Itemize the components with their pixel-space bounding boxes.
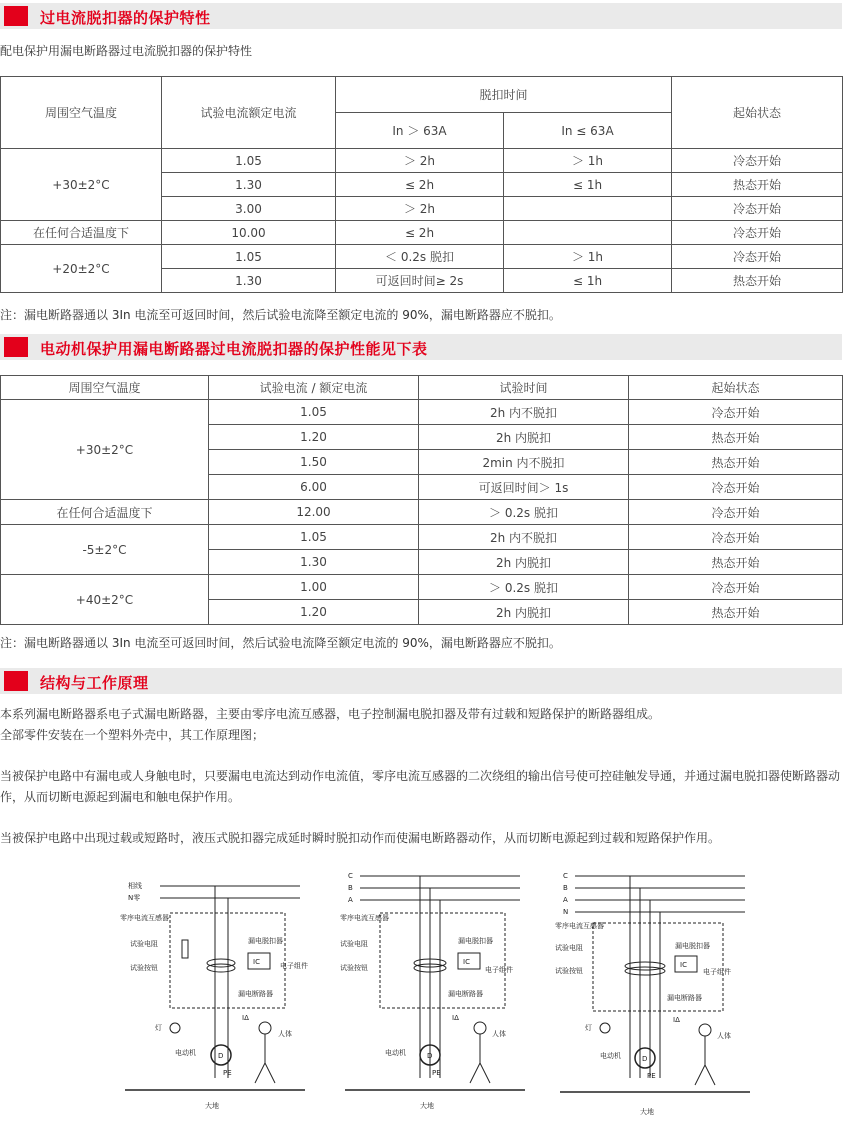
label-ct: 零序电流互感器 xyxy=(120,914,169,922)
label-i-delta: IΔ xyxy=(242,1014,249,1022)
label-ic: IC xyxy=(463,958,470,966)
label-test-resistor: 试验电阻 xyxy=(340,940,368,948)
label-a: A xyxy=(563,896,568,904)
time-cell: 2h 内不脱扣 xyxy=(419,400,629,425)
label-breaker: 漏电断路器 xyxy=(448,990,483,998)
label-breaker: 漏电断路器 xyxy=(667,994,702,1002)
table-overcurrent-characteristics xyxy=(0,76,843,293)
label-electronic: 电子组件 xyxy=(280,962,308,970)
label-c: C xyxy=(348,872,353,880)
paragraph-line: 全部零件安装在一个塑料外壳中，其工作原理图； xyxy=(0,728,265,742)
structure-paragraph-2: 当被保护电路中有漏电或人身触电时，只要漏电电流达到动作电流值，零序电流互感器的二次绕组的输出信号使可控硅触发导通，并通过漏电脱扣器使断路器动作，从而切断电源起到漏电和触电保护作用。 xyxy=(0,769,841,804)
state-cell: 冷态开始 xyxy=(629,500,843,525)
label-motor-symbol: D xyxy=(218,1052,224,1060)
trip-le-cell: ≤ 1h xyxy=(504,173,672,197)
label-ic: IC xyxy=(680,961,687,969)
current-cell: 12.00 xyxy=(209,500,419,525)
temp-cell: 在任何合适温度下 xyxy=(1,221,162,245)
trip-gt-cell: ＞ 2h xyxy=(336,197,504,221)
time-cell: 2min 内不脱扣 xyxy=(419,450,629,475)
label-human: 人体 xyxy=(717,1032,731,1040)
paragraph-line: 本系列漏电断路器系电子式漏电断路器，主要由零序电流互感器，电子控制漏电脱扣器及带有过载和短路保护的断路器组成。 xyxy=(0,707,661,721)
label-ground: 大地 xyxy=(205,1102,219,1110)
diagram-three-phase-four-wire xyxy=(555,868,755,1130)
label-ground: 大地 xyxy=(420,1102,434,1110)
state-cell: 热态开始 xyxy=(629,425,843,450)
state-cell: 冷态开始 xyxy=(672,221,843,245)
label-test-button: 试验按钮 xyxy=(555,967,583,975)
header-temperature: 周围空气温度 xyxy=(1,376,209,400)
label-electronic: 电子组件 xyxy=(485,966,513,974)
section-header-motor-protection xyxy=(0,334,842,360)
current-cell: 1.20 xyxy=(209,600,419,625)
label-motor: 电动机 xyxy=(175,1049,196,1057)
header-temperature: 周围空气温度 xyxy=(1,77,162,149)
current-cell: 1.05 xyxy=(162,149,336,173)
label-breaker: 漏电断路器 xyxy=(238,990,273,998)
label-human: 人体 xyxy=(278,1030,292,1038)
label-phase: 相线 xyxy=(128,882,142,890)
structure-paragraph-3: 当被保护电路中出现过载或短路时，液压式脱扣器完成延时瞬时脱扣动作而使漏电断路器动作，从而切断电源起到过载和短路保护作用。 xyxy=(0,831,721,845)
label-c: C xyxy=(563,872,568,880)
section-marker xyxy=(4,671,28,691)
temp-cell: +30±2°C xyxy=(1,400,209,500)
current-cell: 1.30 xyxy=(209,550,419,575)
label-test-button: 试验按钮 xyxy=(130,964,158,972)
label-motor-symbol: D xyxy=(642,1055,648,1063)
label-pe: PE xyxy=(647,1072,656,1080)
header-trip-time: 脱扣时间 xyxy=(336,77,672,113)
header-test-current: 试验电流 / 额定电流 xyxy=(209,376,419,400)
trip-le-cell: ＞ 1h xyxy=(504,245,672,269)
label-lamp: 灯 xyxy=(585,1024,592,1032)
state-cell: 冷态开始 xyxy=(672,197,843,221)
section-marker xyxy=(4,337,28,357)
current-cell: 6.00 xyxy=(209,475,419,500)
current-cell: 1.00 xyxy=(209,575,419,600)
label-neutral: N零 xyxy=(128,894,141,902)
state-cell: 热态开始 xyxy=(629,600,843,625)
time-cell: 可返回时间＞ 1s xyxy=(419,475,629,500)
time-cell: 2h 内不脱扣 xyxy=(419,525,629,550)
state-cell: 冷态开始 xyxy=(672,149,843,173)
section-title: 电动机保护用漏电断路器过电流脱扣器的保护性能见下表 xyxy=(40,340,428,358)
state-cell: 冷态开始 xyxy=(629,575,843,600)
label-leak-release: 漏电脱扣器 xyxy=(675,942,710,950)
trip-le-cell: ≤ 1h xyxy=(504,269,672,293)
temp-cell: +40±2°C xyxy=(1,575,209,625)
state-cell: 热态开始 xyxy=(629,550,843,575)
trip-le-cell xyxy=(504,221,672,245)
state-cell: 热态开始 xyxy=(672,173,843,197)
label-electronic: 电子组件 xyxy=(703,968,731,976)
label-pe: PE xyxy=(223,1069,232,1077)
label-motor: 电动机 xyxy=(385,1049,406,1057)
state-cell: 冷态开始 xyxy=(629,400,843,425)
current-cell: 3.00 xyxy=(162,197,336,221)
current-cell: 1.30 xyxy=(162,173,336,197)
time-cell: 2h 内脱扣 xyxy=(419,425,629,450)
label-ground: 大地 xyxy=(640,1108,654,1116)
table1-caption: 配电保护用漏电断路器过电流脱扣器的保护特性 xyxy=(0,44,253,58)
label-leak-release: 漏电脱扣器 xyxy=(458,937,493,945)
section-title: 结构与工作原理 xyxy=(40,674,149,692)
trip-le-cell xyxy=(504,197,672,221)
current-cell: 1.05 xyxy=(209,525,419,550)
current-cell: 1.20 xyxy=(209,425,419,450)
header-test-time: 试验时间 xyxy=(419,376,629,400)
label-n: N xyxy=(563,908,569,916)
table1-note: 注：漏电断路器通以 3In 电流至可返回时间，然后试验电流降至额定电流的 90%，漏电断路器应不脱扣。 xyxy=(0,308,561,322)
table2-note: 注：漏电断路器通以 3In 电流至可返回时间，然后试验电流降至额定电流的 90%，漏电断路器应不脱扣。 xyxy=(0,636,561,650)
state-cell: 冷态开始 xyxy=(629,525,843,550)
current-cell: 1.50 xyxy=(209,450,419,475)
trip-gt-cell: 可返回时间≥ 2s xyxy=(336,269,504,293)
label-test-resistor: 试验电阻 xyxy=(130,940,158,948)
temp-cell: 在任何合适温度下 xyxy=(1,500,209,525)
trip-gt-cell: ≤ 2h xyxy=(336,173,504,197)
header-in-le-63a: In ≤ 63A xyxy=(504,113,672,149)
label-ct: 零序电流互感器 xyxy=(555,922,604,930)
diagram-single-phase xyxy=(120,868,310,1130)
header-start-state: 起始状态 xyxy=(629,376,843,400)
section-header-structure xyxy=(0,668,842,694)
header-test-current: 试验电流额定电流 xyxy=(162,77,336,149)
current-cell: 1.30 xyxy=(162,269,336,293)
state-cell: 热态开始 xyxy=(672,269,843,293)
current-cell: 1.05 xyxy=(209,400,419,425)
label-b: B xyxy=(563,884,568,892)
label-pe: PE xyxy=(432,1069,441,1077)
trip-le-cell: ＞ 1h xyxy=(504,149,672,173)
diagram-three-phase xyxy=(340,868,530,1130)
header-start-state: 起始状态 xyxy=(672,77,843,149)
table-motor-protection xyxy=(0,375,843,625)
header-in-gt-63a: In ＞ 63A xyxy=(336,113,504,149)
current-cell: 1.05 xyxy=(162,245,336,269)
label-leak-release: 漏电脱扣器 xyxy=(248,937,283,945)
section-header-overcurrent xyxy=(0,3,842,29)
current-cell: 10.00 xyxy=(162,221,336,245)
time-cell: ＞ 0.2s 脱扣 xyxy=(419,575,629,600)
trip-gt-cell: ＜ 0.2s 脱扣 xyxy=(336,245,504,269)
label-human: 人体 xyxy=(492,1030,506,1038)
label-lamp: 灯 xyxy=(155,1024,162,1032)
temp-cell: -5±2°C xyxy=(1,525,209,575)
section-marker xyxy=(4,6,28,26)
label-i-delta: IΔ xyxy=(673,1016,680,1024)
label-ic: IC xyxy=(253,958,260,966)
structure-paragraph-1 xyxy=(0,704,842,746)
label-motor-symbol: D xyxy=(427,1052,433,1060)
trip-gt-cell: ≤ 2h xyxy=(336,221,504,245)
working-principle-diagrams xyxy=(100,868,800,1130)
label-test-button: 试验按钮 xyxy=(340,964,368,972)
state-cell: 冷态开始 xyxy=(672,245,843,269)
time-cell: ＞ 0.2s 脱扣 xyxy=(419,500,629,525)
temp-cell: +30±2°C xyxy=(1,149,162,221)
label-i-delta: IΔ xyxy=(452,1014,459,1022)
label-a: A xyxy=(348,896,353,904)
label-b: B xyxy=(348,884,353,892)
trip-gt-cell: ＞ 2h xyxy=(336,149,504,173)
time-cell: 2h 内脱扣 xyxy=(419,600,629,625)
label-motor: 电动机 xyxy=(600,1052,621,1060)
label-ct: 零序电流互感器 xyxy=(340,914,389,922)
time-cell: 2h 内脱扣 xyxy=(419,550,629,575)
state-cell: 热态开始 xyxy=(629,450,843,475)
temp-cell: +20±2°C xyxy=(1,245,162,293)
section-title: 过电流脱扣器的保护特性 xyxy=(40,9,211,27)
label-test-resistor: 试验电阻 xyxy=(555,944,583,952)
state-cell: 冷态开始 xyxy=(629,475,843,500)
